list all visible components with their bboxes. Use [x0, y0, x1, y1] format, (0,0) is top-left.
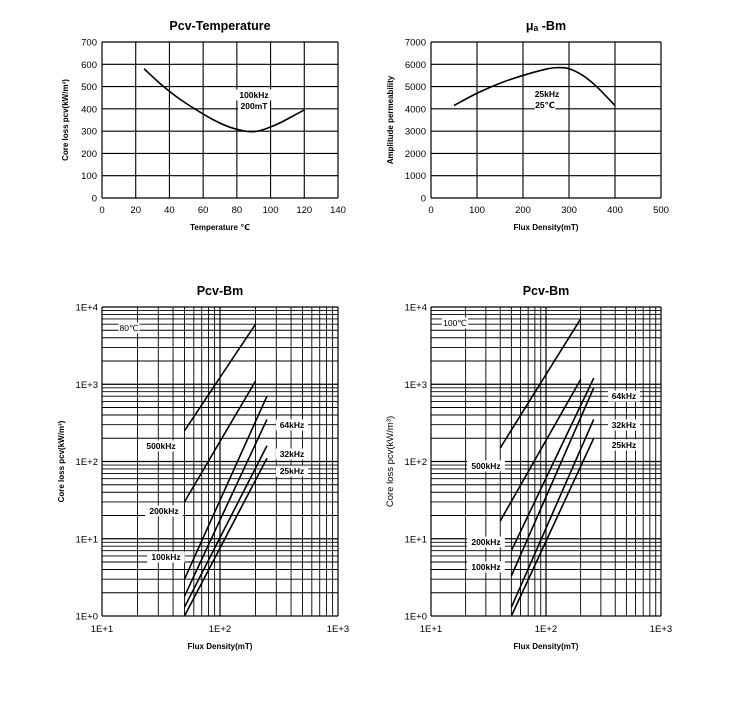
y-tick-label: 1000 — [404, 171, 426, 183]
x-tick-label: 1E+3 — [326, 624, 350, 635]
series-label-64khz: 64kHz — [279, 420, 305, 430]
y-tick-label: 1E+0 — [75, 611, 98, 623]
series-label-200khz: 200kHz — [149, 506, 179, 516]
x-tick-label: 40 — [164, 205, 175, 216]
series-line-100khz — [184, 396, 266, 579]
x-tick-label: 140 — [330, 205, 346, 216]
x-tick-label: 1E+2 — [208, 624, 232, 635]
series-label-500khz: 500kHz — [471, 461, 501, 471]
annotation-temperature: 25℃ — [535, 100, 555, 110]
x-tick-label: 60 — [197, 205, 209, 216]
series-label-100khz: 100kHz — [151, 552, 181, 562]
y-tick-label: 400 — [81, 104, 97, 116]
series-group — [500, 319, 593, 616]
y-tick-label: 200 — [81, 148, 97, 160]
y-axis-label: Core loss pcv(kW/m³) — [385, 415, 396, 508]
chart-title: Pcv-Temperature — [169, 19, 271, 33]
y-tick-label: 1E+1 — [404, 534, 427, 546]
y-tick-label: 1E+0 — [404, 611, 427, 623]
x-axis-label: Flux Density(mT) — [513, 642, 579, 651]
series-label-32khz: 32kHz — [611, 420, 637, 430]
x-tick-label: 0 — [99, 205, 105, 216]
series-label-100khz: 100kHz — [471, 562, 501, 572]
x-tick-label: 300 — [561, 205, 577, 216]
series-line-64khz — [511, 388, 593, 576]
x-tick-label: 1E+1 — [419, 624, 443, 635]
x-tick-label: 1E+3 — [649, 624, 673, 635]
grid-lines — [102, 42, 338, 198]
y-tick-label: 5000 — [404, 82, 426, 94]
grid-lines — [431, 42, 661, 198]
x-tick-label: 1E+1 — [90, 624, 114, 635]
series-label-64khz: 64kHz — [611, 391, 637, 401]
x-tick-label: 20 — [130, 205, 142, 216]
series-line-1 — [144, 69, 304, 132]
series-group — [184, 324, 266, 616]
y-tick-label: 600 — [81, 59, 97, 71]
annotation-temperature: 80℃ — [119, 323, 139, 333]
x-tick-label: 1E+2 — [534, 624, 558, 635]
series-label-500khz: 500kHz — [146, 441, 176, 451]
chart-4 — [385, 284, 672, 651]
y-tick-label: 700 — [81, 37, 97, 49]
chart-3 — [57, 284, 349, 651]
x-axis-label: Temperature ℃ — [190, 223, 250, 232]
x-tick-label: 200 — [515, 205, 531, 216]
grid-lines — [431, 307, 661, 616]
y-tick-label: 1E+1 — [75, 534, 98, 546]
chart-title: μₐ -Bm — [525, 19, 567, 33]
chart-title: Pcv-Bm — [522, 284, 570, 298]
series-label-200khz: 200kHz — [471, 537, 501, 547]
y-tick-label: 1E+3 — [75, 379, 98, 391]
y-tick-label: 0 — [420, 193, 426, 205]
y-tick-label: 4000 — [404, 104, 426, 116]
annotation-temperature: 100℃ — [443, 318, 467, 328]
x-axis-label: Flux Density(mT) — [187, 642, 253, 651]
x-tick-label: 500 — [653, 205, 669, 216]
y-axis-label: Core loss pcv(kW/m³) — [57, 420, 66, 503]
y-axis-label: Amplitude permeability — [386, 75, 395, 165]
y-tick-label: 1E+2 — [404, 457, 427, 468]
y-tick-label: 300 — [81, 126, 97, 138]
x-tick-label: 0 — [428, 205, 434, 216]
y-tick-label: 100 — [81, 171, 97, 183]
y-tick-label: 1E+4 — [75, 302, 98, 314]
annotation-frequency: 100kHz — [239, 90, 269, 100]
y-tick-label: 2000 — [404, 148, 426, 160]
y-tick-label: 500 — [81, 82, 97, 94]
x-tick-label: 400 — [607, 205, 623, 216]
chart-2 — [386, 19, 669, 232]
y-tick-label: 1E+3 — [404, 379, 427, 391]
x-tick-label: 120 — [296, 205, 313, 216]
grid-lines — [102, 307, 338, 616]
annotation-frequency: 25kHz — [534, 89, 560, 99]
x-tick-label: 100 — [262, 205, 279, 216]
y-tick-label: 7000 — [404, 37, 426, 49]
y-tick-label: 0 — [91, 193, 97, 205]
series-label-32khz: 32kHz — [279, 449, 305, 459]
y-tick-label: 3000 — [404, 126, 426, 138]
y-tick-label: 6000 — [404, 59, 426, 71]
chart-title: Pcv-Bm — [196, 284, 244, 298]
series-line-32khz — [184, 446, 266, 607]
y-tick-label: 1E+4 — [404, 302, 427, 314]
x-tick-label: 80 — [231, 205, 243, 216]
series-label-25khz: 25kHz — [279, 466, 305, 476]
x-tick-label: 100 — [469, 205, 485, 216]
series-group — [144, 69, 304, 132]
y-axis-label: Core loss pcv(kW/m³) — [61, 79, 70, 161]
x-axis-label: Flux Density(mT) — [513, 223, 579, 232]
series-label-25khz: 25kHz — [611, 440, 637, 450]
y-tick-label: 1E+2 — [75, 457, 98, 468]
annotation-flux: 200mT — [240, 101, 268, 111]
chart-1 — [61, 19, 346, 232]
